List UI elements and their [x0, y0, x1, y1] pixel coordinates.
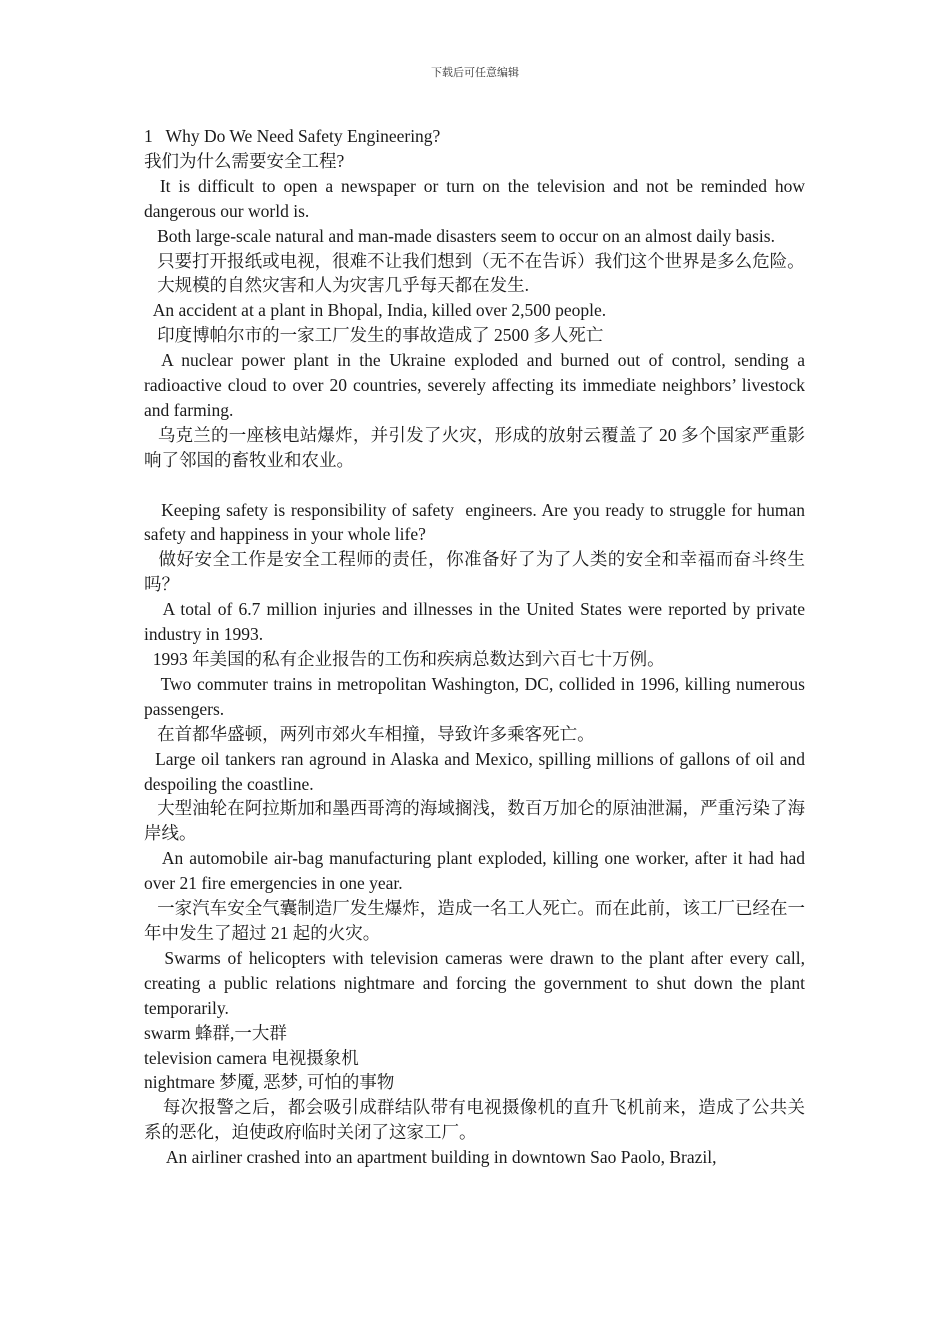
paragraph-translation: 1993 年美国的私有企业报告的工伤和疾病总数达到六百七十万例。: [144, 649, 665, 670]
paragraph-translation: 做好安全工作是安全工程师的责任，你准备好了为了人类的安全和幸福而奋斗终生吗？: [144, 549, 806, 595]
page-header: 下载后可任意编辑: [431, 67, 519, 79]
paragraph: An airliner crashed into an apartment building in downtown Sao Paolo, Brazil,: [144, 1147, 717, 1168]
paragraph: It is difficult to open a newspaper or turn on the television and not be reminded how dangerous our world is.: [144, 175, 810, 221]
paragraph: A total of 6.7 million injuries and illnesses in the United States were reported by private industry in 1993.: [144, 599, 810, 645]
paragraph: Keeping safety is responsibility of safety engineers. Are you ready to struggle for human safety and happiness in your whole life?: [144, 499, 810, 545]
paragraph: Both large-scale natural and man-made disasters seem to occur on an almost daily basis.: [144, 225, 775, 246]
paragraph-translation: 印度博帕尔市的一家工厂发生的事故造成了 2500 多人死亡: [144, 325, 604, 346]
paragraph: A nuclear power plant in the Ukraine exploded and burned out of control, sending a radioactive cloud to over 20 countries, severely affecting its immediate neighbors’ livestock and farming.: [144, 350, 810, 420]
paragraph-translation: 在首都华盛顿，两列市郊火车相撞，导致许多乘客死亡。: [144, 723, 595, 744]
vocabulary-item: nightmare 梦魇, 恶梦, 可怕的事物: [144, 1072, 395, 1093]
paragraph-translation: 一家汽车安全气囊制造厂发生爆炸，造成一名工人死亡。而在此前，该工厂已经在一年中发生了超过 21 起的火灾。: [144, 898, 805, 943]
paragraph-translation: 只要打开报纸或电视，很难不让我们想到（无不在告诉）我们这个世界是多么危险。: [144, 250, 805, 271]
paragraph: Large oil tankers ran aground in Alaska and Mexico, spilling millions of gallons of oil and despoiling the coastline.: [144, 748, 810, 794]
paragraph: Swarms of helicopters with television cameras were drawn to the plant after every call, creating a public relations nightmare and forcing the government to shut down the plant temporarily.: [144, 947, 810, 1018]
paragraph-translation: 每次报警之后，都会吸引成群结队带有电视摄像机的直升飞机前来，造成了公共关系的恶化，迫使政府临时关闭了这家工厂。: [144, 1097, 806, 1143]
vocabulary-item: swarm 蜂群,一大群: [144, 1022, 287, 1043]
section-heading-translation: 我们为什么需要安全工程?: [144, 150, 345, 171]
document-body: [144, 124, 810, 1170]
paragraph: An automobile air-bag manufacturing plant exploded, killing one worker, after it had had over 21 fire emergencies in one year.: [144, 848, 810, 894]
paragraph-translation: 大规模的自然灾害和人为灾害几乎每天都在发生.: [144, 275, 529, 296]
paragraph: Two commuter trains in metropolitan Washington, DC, collided in 1996, killing numerous passengers.: [144, 673, 810, 719]
paragraph: An accident at a plant in Bhopal, India, killed over 2,500 people.: [144, 300, 607, 321]
paragraph-translation: 大型油轮在阿拉斯加和墨西哥湾的海域搁浅，数百万加仑的原油泄漏，严重污染了海岸线。: [144, 798, 805, 844]
vocabulary-item: television camera 电视摄象机: [144, 1047, 359, 1068]
section-heading: 1 Why Do We Need Safety Engineering?: [144, 126, 441, 146]
paragraph-translation: 乌克兰的一座核电站爆炸，并引发了火灾，形成的放射云覆盖了 20 多个国家严重影响了邻国的畜牧业和农业。: [144, 424, 805, 470]
blank-line: [144, 473, 805, 498]
